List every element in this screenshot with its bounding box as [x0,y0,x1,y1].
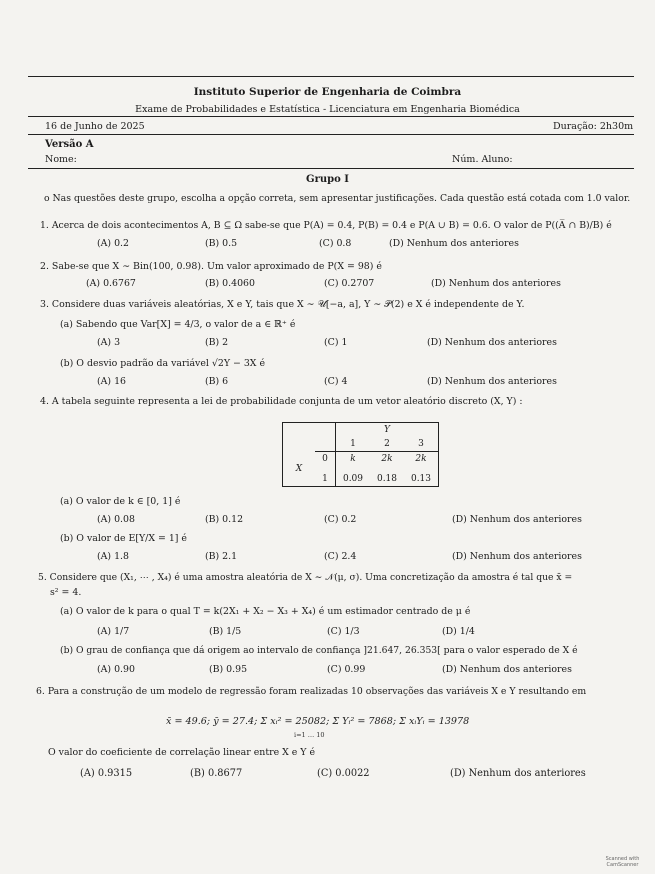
q3a-option-c: (C) 1 [324,337,348,348]
q6-option-b: (B) 0.8677 [190,768,243,779]
scanner-watermark: Scanned with CamScanner [605,856,640,868]
q4a-option-b: (B) 0.12 [205,514,244,525]
exam-title: Exame de Probabilidades e Estatística - Licenciatura em Engenharia Biomédica [135,104,520,115]
q2-option-c: (C) 0.2707 [324,278,375,289]
q4b-option-a: (A) 1.8 [97,551,129,562]
q4-text: 4. A tabela seguinte representa a lei de probabilidade conjunta de um vetor aleatório discreto (X, Y) : [40,396,523,407]
name-label: Nome: [45,154,77,165]
instructions: o Nas questões deste grupo, escolha a opção correta, sem apresentar justificações. Cada questão está cotada com 1.0 valor. [44,193,631,204]
y-label: Y [336,423,439,438]
q4b-option-d: (D) Nenhum dos anteriores [452,551,582,562]
top-rule [28,76,634,77]
q6-option-c: (C) 0.0022 [317,768,370,779]
q5a-option-a: (A) 1/7 [97,626,130,637]
joint-probability-table [282,422,439,487]
header-rule-2 [28,134,634,135]
q6-statistics: x̄ = 49.6; ȳ = 27.4; Σ xᵢ² = 25082; Σ Yᵢ² = 7868; Σ xᵢYᵢ = 13978 [166,716,470,727]
q1-option-c: (C) 0.8 [319,238,352,249]
table-cell: 2k [381,454,393,464]
y-value-1: 1 [336,437,371,452]
q3-text: 3. Considere duas variáveis aleatórias, X e Y, tais que X ∼ 𝒰[−a, a], Y ∼ 𝒫(2) e X é independente de Y. [40,299,525,310]
q3b-option-d: (D) Nenhum dos anteriores [427,376,557,387]
q3b-option-a: (A) 16 [97,376,126,387]
group-title: Grupo I [306,174,349,185]
header-rule-1 [28,116,634,117]
q6-option-a: (A) 0.9315 [80,768,133,779]
y-value-2: 2 [370,437,404,452]
q6-option-d: (D) Nenhum dos anteriores [450,768,586,779]
q6-sum-limits: i=1 … 10 [294,731,325,739]
q4a-option-a: (A) 0.08 [97,514,135,525]
table-cell: 0.09 [336,466,371,487]
q3a-option-d: (D) Nenhum dos anteriores [427,337,557,348]
q5b-option-d: (D) Nenhum dos anteriores [442,664,572,675]
q6-question: O valor do coeficiente de correlação linear entre X e Y é [48,747,315,758]
x-value-1: 1 [315,466,336,487]
q6-text: 6. Para a construção de um modelo de regressão foram realizadas 10 observações das variáveis X e Y resultando em [36,686,587,697]
table-cell: 0.18 [370,466,404,487]
q3b-option-c: (C) 4 [324,376,348,387]
q5a-option-b: (B) 1/5 [209,626,242,637]
q5a-option-c: (C) 1/3 [327,626,360,637]
x-value-0: 0 [315,452,336,467]
q2-text: 2. Sabe-se que X ∼ Bin(100, 0.98). Um valor aproximado de P(X = 98) é [40,261,382,272]
table-cell: 0.13 [404,466,439,487]
q4b-text: (b) O valor de E[Y/X = 1] é [60,533,187,544]
table-cell: k [350,454,356,464]
q5b-option-b: (B) 0.95 [209,664,248,675]
q4a-option-d: (D) Nenhum dos anteriores [452,514,582,525]
q5b-option-c: (C) 0.99 [327,664,366,675]
q4b-option-c: (C) 2.4 [324,551,357,562]
exam-date: 16 de Junho de 2025 [45,121,145,132]
q1-option-b: (B) 0.5 [205,238,238,249]
q5a-text: (a) O valor de k para o qual T = k(2X₁ + X₂ − X₃ + X₄) é um estimador centrado de μ é [60,606,471,617]
q2-option-d: (D) Nenhum dos anteriores [431,278,561,289]
q3a-text: (a) Sabendo que Var[X] = 4/3, o valor de a ∈ ℝ⁺ é [60,319,296,330]
q3b-option-b: (B) 6 [205,376,229,387]
exam-duration: Duração: 2h30m [553,121,634,132]
q2-option-a: (A) 0.6767 [86,278,136,289]
q5b-text: (b) O grau de confiança que dá origem ao intervalo de confiança ]21.647, 26.353[ para o valor esperado de X é [60,645,578,656]
q2-option-b: (B) 0.4060 [205,278,255,289]
y-value-3: 3 [404,437,439,452]
q1-option-d: (D) Nenhum dos anteriores [389,238,519,249]
q4a-text: (a) O valor de k ∈ [0, 1] é [60,496,181,507]
header-rule-3 [28,168,634,169]
q4b-option-b: (B) 2.1 [205,551,238,562]
q5-text-line2: s² = 4. [50,587,82,598]
q4a-option-c: (C) 0.2 [324,514,357,525]
table-cell: 2k [404,452,439,467]
q3b-text: (b) O desvio padrão da variável √2Y − 3X é [60,358,265,369]
student-number-label: Núm. Aluno: [452,154,513,165]
x-label: X [283,452,316,487]
q3a-option-b: (B) 2 [205,337,229,348]
q5b-option-a: (A) 0.90 [97,664,135,675]
institute-title: Instituto Superior de Engenharia de Coimbra [193,86,462,98]
q3a-option-a: (A) 3 [97,337,121,348]
exam-version: Versão A [45,139,94,150]
q5a-option-d: (D) 1/4 [442,626,475,637]
q1-option-a: (A) 0.2 [97,238,129,249]
q5-text-line1: 5. Considere que (X₁, ⋯ , X₄) é uma amostra aleatória de X ∼ 𝒩(μ, σ). Uma concretização da amostra é tal que x̄ = [38,572,573,583]
q1-text: 1. Acerca de dois acontecimentos A, B ⊆ Ω sabe-se que P(A) = 0.4, P(B) = 0.4 e P(A ∪ B) = 0.6. O valor de P((A̅ ∩ B)/B) é [40,220,612,231]
